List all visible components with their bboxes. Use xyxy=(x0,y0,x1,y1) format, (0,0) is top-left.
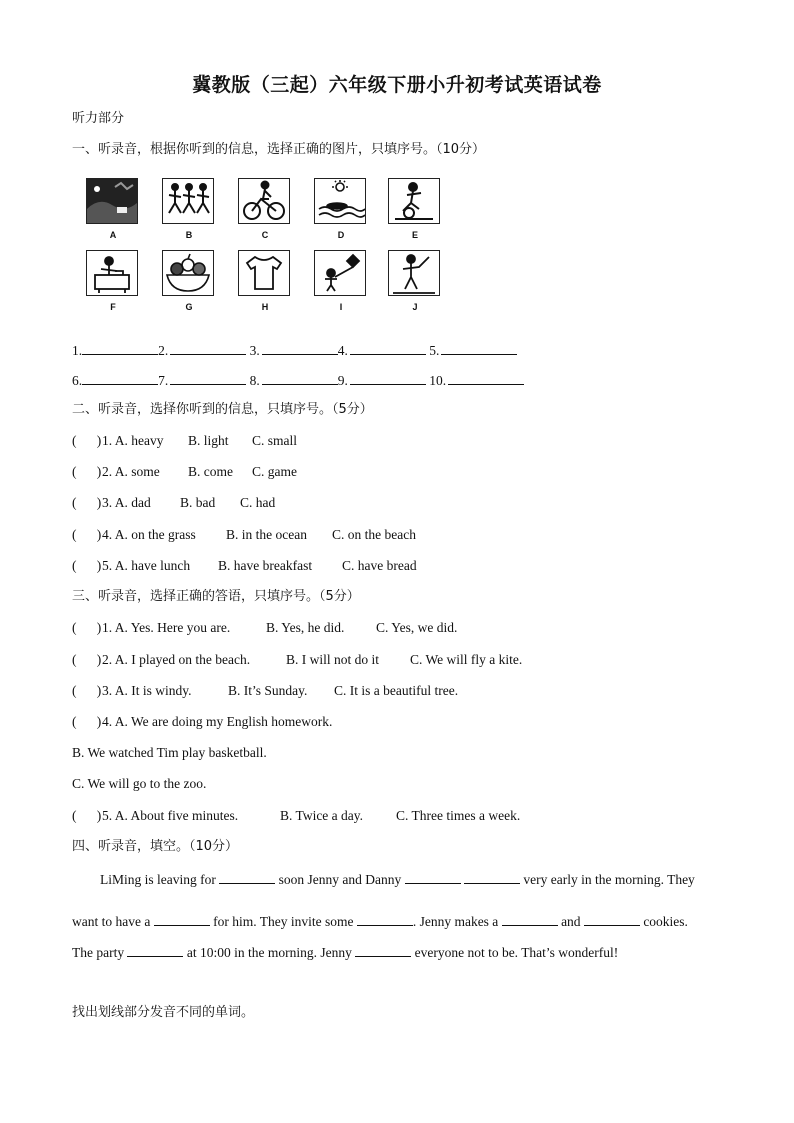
option-b: B. Yes, he did. xyxy=(266,620,345,635)
option-c: C. have bread xyxy=(342,558,417,573)
answer-paren[interactable]: ( ) xyxy=(72,495,102,510)
option-b: B. come xyxy=(188,464,233,479)
answer-blank[interactable] xyxy=(262,340,338,355)
question-row xyxy=(72,463,297,481)
answer-paren[interactable]: ( ) xyxy=(72,527,102,542)
fill-blank[interactable] xyxy=(127,942,183,957)
answer-number: 1. xyxy=(72,343,83,358)
fill-blank[interactable] xyxy=(405,869,461,884)
section1-heading: 一、听录音，根据你听到的信息，选择正确的图片，只填序号。（10分） xyxy=(72,142,486,157)
section2-heading: 二、听录音，选择你听到的信息，只填序号。（5分） xyxy=(72,402,373,417)
option-a: 4. A. on the grass xyxy=(102,527,196,542)
section5-heading: 找出划线部分发音不同的单词。 xyxy=(72,1005,255,1020)
picture-label: H xyxy=(261,302,269,312)
paragraph-text: Jenny and Danny xyxy=(307,872,402,887)
picture-label: A xyxy=(109,230,117,240)
answer-paren[interactable]: ( ) xyxy=(72,620,102,635)
paragraph-text: cookies. xyxy=(643,914,688,929)
fill-blank[interactable] xyxy=(357,911,413,926)
paragraph-text: want to have a xyxy=(72,914,151,929)
picture-h xyxy=(238,250,290,312)
answer-paren[interactable]: ( ) xyxy=(72,464,102,479)
picture-label: F xyxy=(110,302,116,312)
people-running-icon xyxy=(162,178,214,224)
answer-blank[interactable] xyxy=(350,370,426,385)
paragraph-text: for him. They invite some xyxy=(213,914,354,929)
answer-blank[interactable] xyxy=(448,370,524,385)
option-b: B. It’s Sunday. xyxy=(228,683,308,698)
question-row xyxy=(72,494,275,512)
picture-j xyxy=(388,250,440,312)
question-row xyxy=(72,682,458,700)
answer-blank[interactable] xyxy=(82,340,158,355)
option-b-line: B. We watched Tim play basketball. xyxy=(72,745,267,760)
option-a: 5. A. About five minutes. xyxy=(102,808,239,823)
option-a: 4. A. We are doing my English homework. xyxy=(102,714,333,729)
option-c: C. We will fly a kite. xyxy=(410,652,523,667)
paragraph-text: LiMing is leaving for xyxy=(100,872,216,887)
paragraph-text: . Jenny makes a xyxy=(412,914,499,929)
answer-number: 2. xyxy=(158,343,169,358)
night-landscape-icon xyxy=(86,178,138,224)
paragraph-text: very early in the morning. They xyxy=(523,872,695,887)
answer-blank[interactable] xyxy=(262,370,338,385)
paragraph-text: The party xyxy=(72,945,125,960)
option-c: C. Three times a week. xyxy=(396,808,521,823)
fill-blank[interactable] xyxy=(219,869,275,884)
answer-blank[interactable] xyxy=(441,340,517,355)
answer-number: 6. xyxy=(72,373,83,388)
fill-blank[interactable] xyxy=(355,942,411,957)
paragraph-text: soon xyxy=(278,872,305,887)
option-b: B. in the ocean xyxy=(226,527,307,542)
answer-blank[interactable] xyxy=(350,340,426,355)
person-at-desk-icon xyxy=(86,250,138,296)
picture-label: E xyxy=(411,230,418,240)
paragraph-line-3 xyxy=(72,942,618,961)
paragraph-line-1 xyxy=(100,869,695,888)
section4-heading: 四、听录音，填空。（10分） xyxy=(72,839,239,854)
basket-of-fruit-icon xyxy=(162,250,214,296)
answer-row-1 xyxy=(72,340,517,360)
answer-paren[interactable]: ( ) xyxy=(72,683,102,698)
option-b: B. bad xyxy=(180,495,216,510)
question-row xyxy=(72,807,520,825)
question-row xyxy=(72,557,417,575)
option-a: 2. A. some xyxy=(102,464,160,479)
person-with-stick-icon xyxy=(388,250,440,296)
answer-number: 5. xyxy=(429,343,440,358)
answer-number: 10. xyxy=(429,373,447,388)
option-c: C. Yes, we did. xyxy=(376,620,458,635)
picture-a xyxy=(86,178,138,240)
picture-g xyxy=(162,250,214,312)
option-a: 3. A. It is windy. xyxy=(102,683,192,698)
question-row xyxy=(72,619,457,637)
option-a: 1. A. Yes. Here you are. xyxy=(102,620,231,635)
bicycle-rider-icon xyxy=(238,178,290,224)
paragraph-text: and xyxy=(561,914,581,929)
picture-label: J xyxy=(412,302,418,312)
answer-number: 7. xyxy=(158,373,169,388)
paragraph-line-2 xyxy=(72,911,688,930)
answer-number: 4. xyxy=(337,343,348,358)
option-a: 5. A. have lunch xyxy=(102,558,191,573)
option-c: C. It is a beautiful tree. xyxy=(334,683,459,698)
picture-label: G xyxy=(185,302,193,312)
answer-blank[interactable] xyxy=(82,370,158,385)
picture-e xyxy=(388,178,440,240)
person-falling-icon xyxy=(388,178,440,224)
answer-number: 3. xyxy=(249,343,260,358)
option-a: 2. A. I played on the beach. xyxy=(102,652,251,667)
question-row xyxy=(72,526,416,544)
option-c-line: C. We will go to the zoo. xyxy=(72,776,207,791)
answer-paren[interactable]: ( ) xyxy=(72,652,102,667)
answer-number: 8. xyxy=(249,373,260,388)
picture-i xyxy=(314,250,366,312)
question-row xyxy=(72,432,297,450)
answer-number: 9. xyxy=(337,373,348,388)
child-flying-kite-icon xyxy=(314,250,366,296)
fill-blank[interactable] xyxy=(584,911,640,926)
picture-label: C xyxy=(261,230,269,240)
option-c: C. on the beach xyxy=(332,527,416,542)
paragraph-text: at 10:00 in the morning. Jenny xyxy=(186,945,352,960)
t-shirt-icon xyxy=(238,250,290,296)
answer-paren[interactable]: ( ) xyxy=(72,714,102,729)
answer-paren[interactable]: ( ) xyxy=(72,433,102,448)
picture-d xyxy=(314,178,366,240)
option-c: C. had xyxy=(240,495,276,510)
listening-heading: 听力部分 xyxy=(72,111,125,126)
option-b: B. have breakfast xyxy=(218,558,313,573)
question-row xyxy=(72,651,522,669)
answer-row-2 xyxy=(72,370,524,390)
fill-blank[interactable] xyxy=(502,911,558,926)
picture-label: B xyxy=(185,230,193,240)
swimming-sun-icon xyxy=(314,178,366,224)
picture-c xyxy=(238,178,290,240)
fill-blank[interactable] xyxy=(464,869,520,884)
question-row xyxy=(72,713,332,731)
option-a: 1. A. heavy xyxy=(102,433,164,448)
option-b: B. I will not do it xyxy=(286,652,380,667)
answer-blank[interactable] xyxy=(170,340,246,355)
option-b: B. light xyxy=(188,433,229,448)
answer-paren[interactable]: ( ) xyxy=(72,808,102,823)
picture-label: I xyxy=(339,302,343,312)
fill-blank[interactable] xyxy=(154,911,210,926)
picture-label: D xyxy=(337,230,345,240)
option-a: 3. A. dad xyxy=(102,495,151,510)
section3-heading: 三、听录音，选择正确的答语，只填序号。（5分） xyxy=(72,589,360,604)
page-title: 冀教版（三起）六年级下册小升初考试英语试卷 xyxy=(192,74,602,96)
option-c: C. small xyxy=(252,433,298,448)
option-c: C. game xyxy=(252,464,297,479)
picture-f xyxy=(86,250,138,312)
answer-blank[interactable] xyxy=(170,370,246,385)
option-b: B. Twice a day. xyxy=(280,808,364,823)
picture-b xyxy=(162,178,214,240)
paragraph-text: everyone not to be. That’s wonderful! xyxy=(414,945,619,960)
answer-paren[interactable]: ( ) xyxy=(72,558,102,573)
